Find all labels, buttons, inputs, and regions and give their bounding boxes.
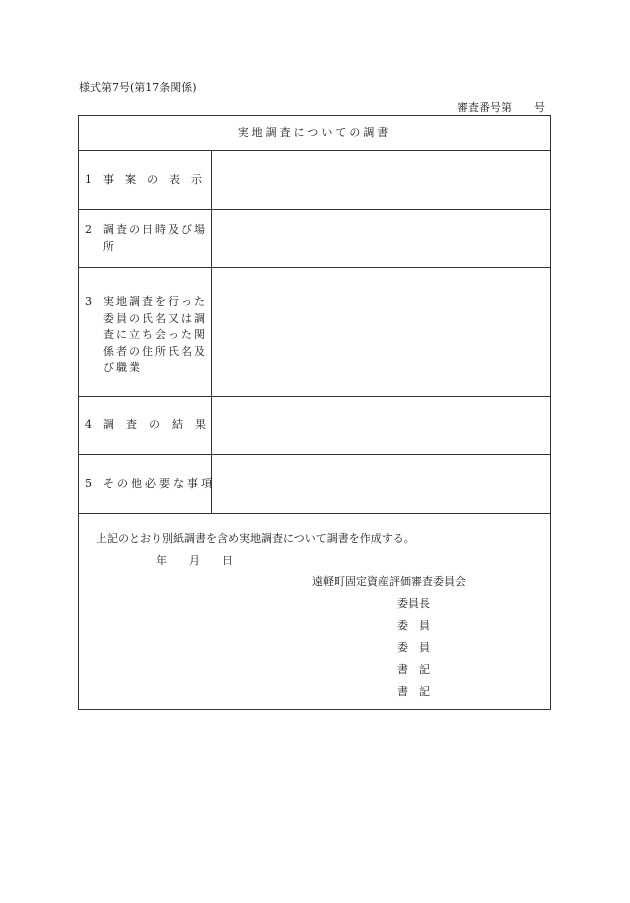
row-label: 実地調査を行った委員の氏名又は調査に立ち会った関係者の住所氏名及び職業 bbox=[103, 295, 207, 374]
row-number: 1 bbox=[85, 173, 92, 186]
row-value-cell[interactable] bbox=[212, 397, 550, 454]
table-row bbox=[79, 268, 550, 397]
signature-clerk: 書 記 bbox=[397, 663, 430, 676]
row-label-cell bbox=[79, 397, 218, 454]
form-number: 様式第7号(第17条関係) bbox=[79, 81, 197, 94]
row-value-cell[interactable] bbox=[212, 268, 550, 396]
row-value-cell[interactable] bbox=[212, 210, 550, 267]
row-label-cell bbox=[79, 455, 215, 513]
survey-report-table bbox=[78, 115, 551, 710]
declaration-statement: 上記のとおり別紙調書を含め実地調査について調書を作成する。 bbox=[96, 532, 415, 545]
row-label-cell bbox=[79, 268, 212, 396]
signature-chair: 委員長 bbox=[397, 597, 430, 610]
row-number: 4 bbox=[85, 418, 92, 431]
committee-name: 遠軽町固定資産評価審査委員会 bbox=[312, 575, 466, 588]
table-row bbox=[79, 210, 550, 268]
row-label: その他必要な事項 bbox=[103, 477, 215, 490]
signature-clerk: 書 記 bbox=[397, 685, 430, 698]
row-label: 調査の日時及び場所 bbox=[103, 223, 207, 253]
row-number: 3 bbox=[85, 295, 92, 308]
table-title: 実地調査についての調書 bbox=[79, 116, 550, 151]
row-value-cell[interactable] bbox=[212, 455, 550, 513]
signature-member: 委 員 bbox=[397, 619, 430, 632]
declaration-section bbox=[79, 514, 550, 710]
row-number: 2 bbox=[85, 223, 92, 236]
row-label-cell bbox=[79, 151, 212, 209]
signature-member: 委 員 bbox=[397, 641, 430, 654]
row-number: 5 bbox=[85, 477, 92, 490]
row-value-cell[interactable] bbox=[212, 151, 550, 209]
date-line: 年 月 日 bbox=[156, 554, 233, 567]
row-label: 調査の結果 bbox=[103, 418, 218, 431]
row-label: 事案の表示 bbox=[103, 173, 213, 186]
table-row bbox=[79, 455, 550, 514]
exam-number: 審査番号第 号 bbox=[457, 101, 545, 114]
row-label-cell bbox=[79, 210, 212, 267]
table-row bbox=[79, 151, 550, 210]
table-row bbox=[79, 397, 550, 455]
